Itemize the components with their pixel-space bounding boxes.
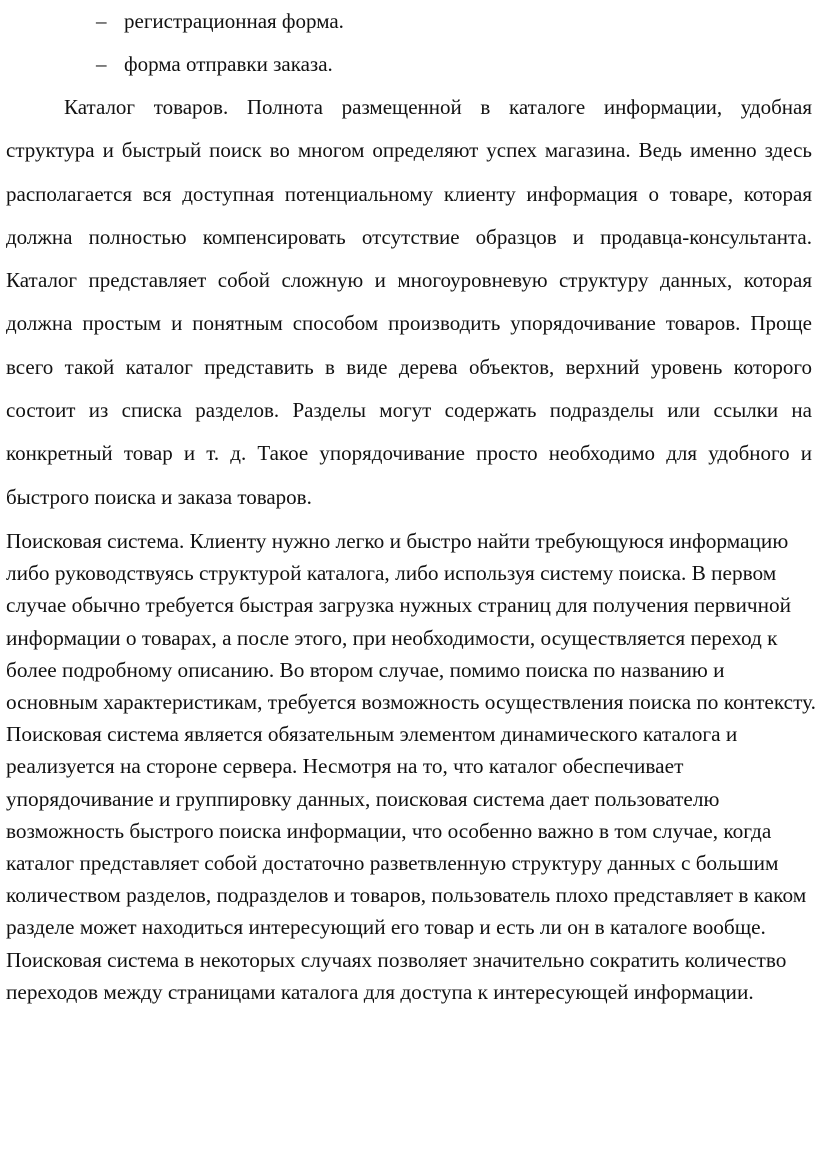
list-item-text: форма отправки заказа.: [124, 52, 333, 76]
catalog-paragraph: Каталог товаров. Полнота размещенной в каталоге информации, удобная структура и быстрый поиск во многом определяют успех магазина. Ведь именно здесь располагается вся доступная потенциальному клиенту информация о товаре, которая должна полностью компенсировать отсутствие образцов и продавца-консультанта. Каталог представляет собой сложную и многоуровневую структуру данных, которая должна простым и понятным способом производить упорядочивание товаров. Проще всего такой каталог представить в виде дерева объектов, верхний уровень которого состоит из списка разделов. Разделы могут содержать подразделы или ссылки на конкретный товар и т. д. Такое упорядочивание просто необходимо для удобного и быстрого поиска и заказа товаров.: [6, 95, 812, 509]
search-system-paragraph: Поисковая система. Клиенту нужно легко и быстро найти требующуюся информацию либо руководствуясь структурой каталога, либо используя систему поиска. В первом случае обычно требуется быстрая загрузка нужных страниц для получения первичной информации о товарах, а после этого, при необходимости, осуществляется переход к более подробному описанию. Во втором случае, помимо поиска по названию и основным характеристикам, требуется возможность осуществления поиска по контексту. Поисковая система является обязательным элементом динамического каталога и реализуется на стороне сервера. Несмотря на то, что каталог обеспечивает упорядочивание и группировку данных, поисковая система дает пользователю возможность быстрого поиска информации, что особенно важно в том случае, когда каталог представляет собой достаточно разветвленную структуру данных с большим количеством разделов, подразделов и товаров, пользователь плохо представляет в каком разделе может находиться интересующий его товар и есть ли он в каталоге вообще. Поисковая система в некоторых случаях позволяет значительно сократить количество переходов между страницами каталога для доступа к интересующей информации.: [6, 528, 816, 1004]
list-item: [0, 0, 816, 43]
list-item: [0, 43, 816, 86]
bullet-list: [0, 0, 816, 86]
dash-bullet: –: [96, 9, 107, 33]
dash-bullet: –: [96, 52, 107, 76]
list-item-text: регистрационная форма.: [124, 9, 344, 33]
